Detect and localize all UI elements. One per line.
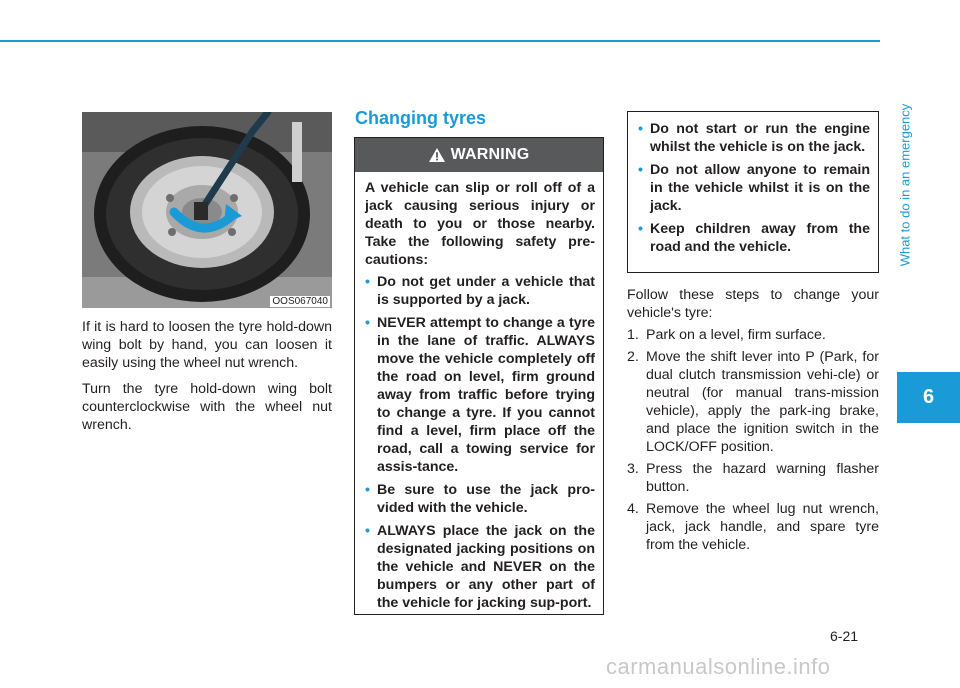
steps-list bbox=[627, 326, 879, 554]
list-item bbox=[365, 481, 595, 517]
paragraph: If it is hard to loosen the tyre hold-down wing bolt by hand, you can loosen it easily using the wheel nut wrench. bbox=[82, 319, 332, 371]
list-item-text: Keep children away from the road and the vehicle. bbox=[650, 221, 870, 255]
caution-box bbox=[627, 111, 879, 273]
chapter-side-label-text: What to do in an emergency bbox=[897, 103, 913, 267]
chapter-side-label bbox=[894, 20, 916, 350]
left-column-text bbox=[82, 318, 332, 442]
chapter-tab: 6 bbox=[897, 372, 960, 423]
step-item bbox=[627, 500, 879, 554]
list-item-text: NEVER attempt to change a tyre in the lane of traffic. ALWAYS move the vehicle completely off the road on level, firm ground away from traffic before trying to change a tyre. If you cannot find a level, firm place off the road, call a towing service for assis-tance. bbox=[377, 315, 595, 475]
list-item-text: Do not allow anyone to remain in the vehicle whilst it is on the jack. bbox=[650, 162, 870, 214]
page-number: 6-21 bbox=[830, 628, 859, 644]
steps-intro: Follow these steps to change your vehicle's tyre: bbox=[627, 287, 879, 321]
warning-intro: A vehicle can slip or roll off of a jack causing serious injury or death to you or those nearby. Take the following safety pre-cautions: bbox=[365, 180, 595, 268]
step-item bbox=[627, 348, 879, 456]
warning-box bbox=[354, 137, 604, 615]
right-column-text bbox=[627, 286, 879, 558]
list-item bbox=[365, 314, 595, 476]
list-item bbox=[365, 273, 595, 309]
step-text: Park on a level, firm surface. bbox=[646, 327, 826, 343]
caution-list bbox=[638, 120, 870, 256]
warning-body bbox=[355, 172, 603, 612]
section-title: Changing tyres bbox=[355, 108, 487, 128]
step-number: 2. bbox=[627, 349, 639, 365]
step-text: Remove the wheel lug nut wrench, jack, jack handle, and spare tyre from the vehicle. bbox=[646, 501, 879, 553]
bullet-dot: • bbox=[365, 482, 370, 498]
step-item bbox=[627, 326, 879, 344]
list-item-text: Do not get under a vehicle that is supported by a jack. bbox=[377, 274, 595, 308]
step-text: Press the hazard warning flasher button. bbox=[646, 461, 879, 495]
bullet-dot: • bbox=[365, 523, 370, 539]
paragraph: Turn the tyre hold-down wing bolt counterclockwise with the wheel nut wrench. bbox=[82, 381, 332, 433]
list-item-text: Do not start or run the engine whilst the vehicle is on the jack. bbox=[650, 121, 870, 155]
bullet-dot: • bbox=[365, 315, 370, 331]
watermark[interactable]: carmanualsonline.info bbox=[606, 654, 831, 679]
list-item bbox=[365, 522, 595, 612]
step-item bbox=[627, 460, 879, 496]
bullet-dot: • bbox=[638, 121, 643, 137]
warning-title: WARNING bbox=[450, 146, 530, 163]
list-item-text: Be sure to use the jack pro-vided with the vehicle. bbox=[377, 482, 595, 516]
photo-code: OOS067040 bbox=[272, 296, 328, 307]
step-text: Move the shift lever into P (Park, for dual clutch transmission vehi-cle) or neutral (for manual trans-mission vehicle), apply the park-ing brake, and place the ignition switch in the LOCK/OFF position. bbox=[646, 349, 879, 455]
warning-list bbox=[365, 273, 595, 612]
warning-triangle-icon bbox=[429, 148, 445, 162]
list-item bbox=[638, 161, 870, 215]
step-number: 4. bbox=[627, 501, 639, 517]
spare-tyre-photo bbox=[82, 112, 332, 308]
step-number: 3. bbox=[627, 461, 639, 477]
spare-tyre-illustration bbox=[82, 112, 332, 308]
bullet-dot: • bbox=[365, 274, 370, 290]
list-item bbox=[638, 120, 870, 156]
header-rule bbox=[0, 40, 880, 42]
bullet-dot: • bbox=[638, 221, 643, 237]
warning-header bbox=[355, 138, 603, 172]
list-item-text: ALWAYS place the jack on the designated jacking positions on the vehicle and NEVER on the bumpers or any other part of the vehicle for jacking sup-port. bbox=[377, 523, 595, 611]
list-item bbox=[638, 220, 870, 256]
step-number: 1. bbox=[627, 327, 639, 343]
bullet-dot: • bbox=[638, 162, 643, 178]
